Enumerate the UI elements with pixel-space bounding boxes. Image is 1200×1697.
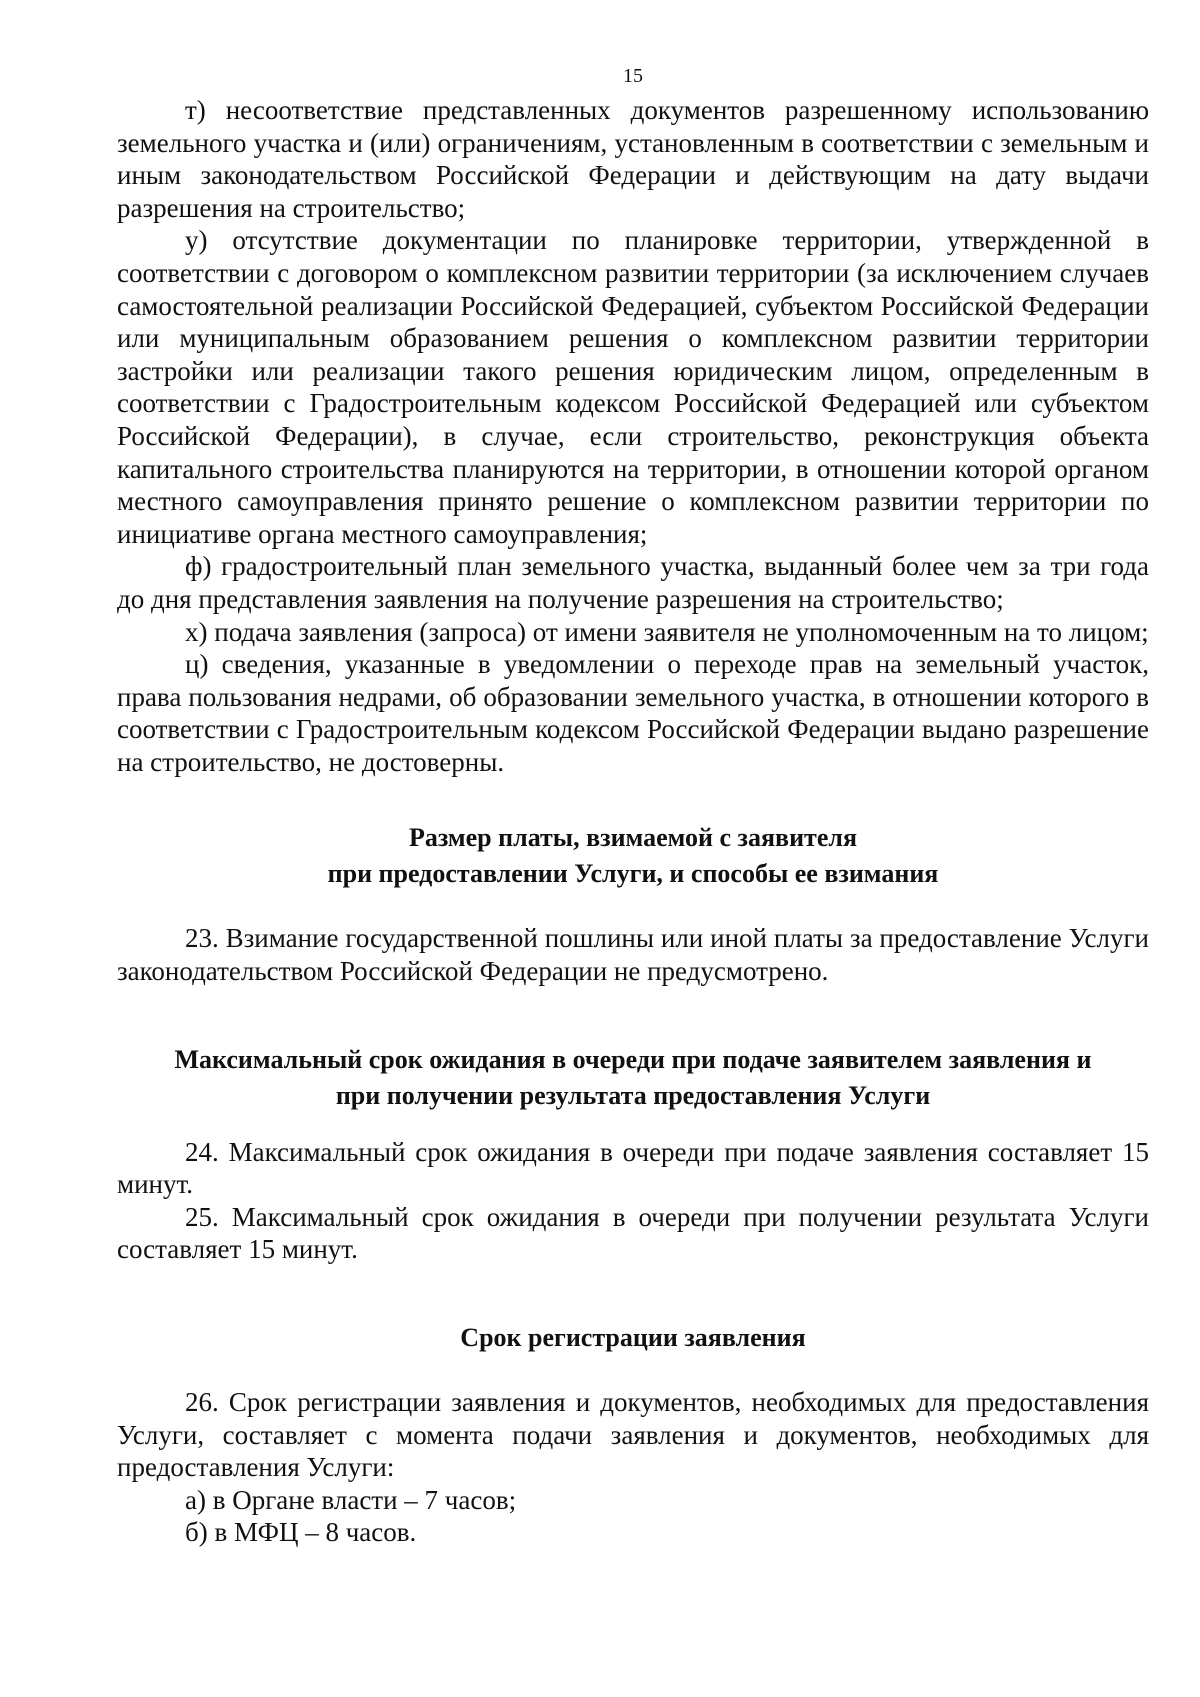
list-item-f: ф) градостроительный план земельного участка, выданный более чем за три года до дня представления заявления на получение разрешения на строительство; bbox=[117, 551, 1149, 614]
list-item-kh: х) подача заявления (запроса) от имени заявителя не уполномоченным на то лицом; bbox=[185, 616, 1149, 647]
list-item-b: б) в МФЦ – 8 часов. bbox=[185, 1517, 417, 1548]
section-heading-queue-line1: Максимальный срок ожидания в очереди при подаче заявителем заявления и bbox=[174, 1044, 1092, 1074]
section-heading-queue-line2: при получении результата предоставления Услуги bbox=[335, 1080, 931, 1110]
section-heading-fee bbox=[117, 820, 1149, 892]
document-page bbox=[117, 64, 1149, 1549]
list-item-t: т) несоответствие представленных документов разрешенному использованию земельного участка и (или) ограничениям, установленным в соответствии с земельным и иным законодательством Российской Федерации и действующим на дату выдачи разрешения на строительство; bbox=[117, 95, 1149, 223]
section-heading-fee-line1: Размер платы, взимаемой с заявителя bbox=[408, 823, 858, 853]
page-number: 15 bbox=[623, 65, 643, 87]
section-heading-registration bbox=[117, 1320, 1149, 1356]
paragraph-23: 23. Взимание государственной пошлины или иной платы за предоставление Услуги законодательством Российской Федерации не предусмотрено. bbox=[117, 923, 1149, 987]
list-item-u: у) отсутствие документации по планировке территории, утвержденной в соответствии с договором о комплексном развитии территории (за исключением случаев самостоятельной реализации Российской Федерацией, субъектом Российской Федерации или муниципальным образованием решения о комплексном развитии территории застройки или реализации такого решения юридическим лицом, определенным в соответствии с Градостроительным кодексом Российской Федерацией или субъектом Российской Федерации), в случае, если строительство, реконструкция объекта капитального строительства планируются на территории, в отношении которой органом местного самоуправления принято решение о комплексном развитии территории по инициативе органа местного самоуправления; bbox=[117, 225, 1149, 549]
list-item-a: а) в Органе власти – 7 часов; bbox=[185, 1484, 517, 1515]
section-heading-fee-line2: при предоставлении Услуги, и способы ее взимания bbox=[327, 859, 939, 889]
list-item-ts: ц) сведения, указанные в уведомлении о переходе прав на земельный участок, права пользования недрами, об образовании земельного участка, в отношении которого в соответствии с Градостроительным кодексом Российской Федерации выдано разрешение на строительство, не достоверны. bbox=[117, 649, 1149, 777]
paragraph-26: 26. Срок регистрации заявления и документов, необходимых для предоставления Услуги, составляет с момента подачи заявления и документов, необходимых для предоставления Услуги: bbox=[117, 1387, 1149, 1483]
paragraph-25: 25. Максимальный срок ожидания в очереди при получении результата Услуги составляет 15 минут. bbox=[117, 1201, 1149, 1265]
paragraph-24: 24. Максимальный срок ожидания в очереди при подаче заявления составляет 15 минут. bbox=[117, 1136, 1149, 1200]
section-heading-queue bbox=[117, 1042, 1149, 1114]
section-heading-registration-line: Срок регистрации заявления bbox=[460, 1323, 806, 1353]
